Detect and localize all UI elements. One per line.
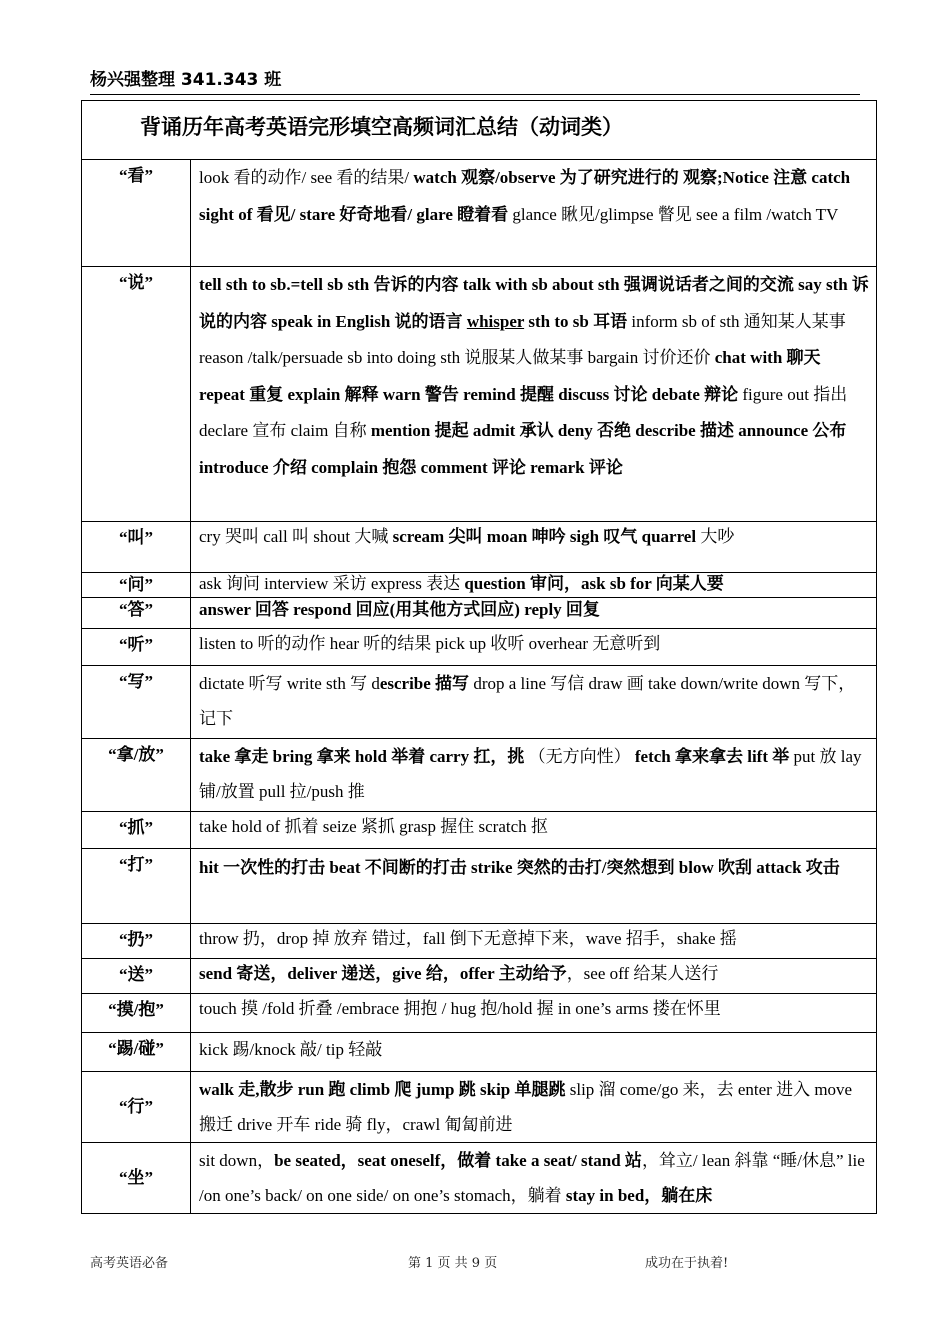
category-cell: “送”	[82, 959, 191, 994]
table-row	[82, 1072, 877, 1143]
content-cell	[191, 959, 877, 994]
content-cell	[191, 1072, 877, 1143]
document-title: 背诵历年高考英语完形填空高频词汇总结（动词类）	[140, 115, 623, 139]
content-cell	[191, 666, 877, 739]
content-segment: take hold of 抓着 seize 紧抓 grasp 握住 scratch 抠	[199, 817, 548, 836]
content-cell	[191, 994, 877, 1033]
table-row	[82, 812, 877, 849]
category-cell: “踢/碰”	[82, 1033, 191, 1072]
page-header: 杨兴强整理 341.343 班	[90, 68, 860, 95]
content-segment: sth to sb 耳语	[524, 311, 628, 331]
table-row	[82, 959, 877, 994]
content-cell	[191, 1143, 877, 1214]
content-cell	[191, 739, 877, 812]
table-row	[82, 924, 877, 959]
content-segment: question 审问，ask sb for 向某人要	[464, 574, 724, 593]
content-cell	[191, 849, 877, 924]
footer-page-number: 第 1 页 共 9 页	[408, 1256, 498, 1271]
content-segment: sit down，	[199, 1151, 275, 1170]
content-segment: stay in bed，躺在床	[565, 1186, 713, 1205]
table-row	[82, 1143, 877, 1214]
content-segment: take 拿走 bring 拿来 hold 举着 carry 扛，挑	[199, 747, 525, 766]
table-row	[82, 849, 877, 924]
category-cell: “打”	[82, 849, 191, 924]
content-segment: escribe 描写	[379, 674, 470, 693]
content-cell	[191, 1033, 877, 1072]
table-row	[82, 666, 877, 739]
content-segment: glance 瞅见/glimpse 瞥见 see a film /watch TV	[508, 204, 839, 224]
category-cell: “摸/抱”	[82, 994, 191, 1033]
category-cell: “听”	[82, 629, 191, 666]
content-cell	[191, 267, 877, 522]
content-cell	[191, 573, 877, 598]
category-cell: “答”	[82, 598, 191, 629]
category-cell: “抓”	[82, 812, 191, 849]
table-row	[82, 629, 877, 666]
table-row	[82, 1033, 877, 1072]
table-row	[82, 160, 877, 267]
content-segment: fetch 拿来拿去 lift 举	[634, 747, 790, 766]
content-segment: listen to 听的动作 hear 听的结果 pick up 收听 overhear 无意听到	[199, 634, 661, 653]
content-segment: throw 扔，drop 掉 放弃 错过，fall 倒下无意掉下来，wave 招手，shake 摇	[199, 929, 737, 948]
content-segment: scream 尖叫 moan 呻吟 sigh 叹气 quarrel	[392, 527, 697, 546]
content-segment: ask 询问 interview 采访 express 表达	[199, 574, 465, 593]
vocabulary-table	[81, 100, 877, 1214]
content-segment: drop a line 写信 draw 画 take down/write down 写下，记下	[199, 674, 856, 728]
content-segment: cry 哭叫 call 叫 shout 大喊	[199, 527, 393, 546]
title-cell	[82, 101, 877, 160]
category-cell: “拿/放”	[82, 739, 191, 812]
category-cell: “扔”	[82, 924, 191, 959]
content-segment: walk 走,散步 run 跑 climb 爬 jump 跳 skip 单腿跳	[199, 1080, 566, 1099]
footer-right: 成功在于执着!	[645, 1256, 729, 1271]
table-row	[82, 739, 877, 812]
title-row	[82, 101, 877, 160]
content-segment: hit 一次性的打击 beat 不间断的打击 strike 突然的击打/突然想到 blow 吹刮 attack 攻击	[199, 858, 840, 877]
content-segment: slip 溜 come/go 来，去 enter 进入 move 搬迁 drive 开车 ride 骑 fly，crawl 匍匐前进	[199, 1080, 853, 1134]
content-segment: be seated，seat oneself，做着 take a seat/ stand 站	[274, 1151, 642, 1170]
content-cell	[191, 598, 877, 629]
footer-left: 高考英语必备	[90, 1256, 169, 1271]
content-segment: inform sb of sth 通知某人某事 reason /talk/persuade sb into doing sth 说服某人做某事 bargain 讨价还价	[199, 311, 846, 367]
content-segment: tell sth to sb.=tell sb sth 告诉的内容 talk with sb about sth 强调说话者之间的交流 say sth 诉说的内容 speak in English 说的语言	[199, 275, 869, 331]
content-segment: look 看的动作/ see 看的结果/	[199, 168, 414, 187]
content-segment: （无方向性）	[524, 747, 635, 766]
content-cell	[191, 522, 877, 573]
content-segment: touch 摸 /fold 折叠 /embrace 拥抱 / hug 抱/hold 握 in one’s arms 搂在怀里	[199, 999, 721, 1018]
content-segment: put 放 lay 铺/放置 pull 拉/push 推	[199, 747, 862, 801]
content-cell	[191, 629, 877, 666]
content-segment: chat with 聊天 repeat 重复 explain 解释 warn 警告 remind 提醒 discuss 讨论 debate 辩论	[199, 348, 821, 404]
category-cell: “叫”	[82, 522, 191, 573]
content-cell	[191, 924, 877, 959]
content-segment: figure out 指出 declare 宣布 claim 自称	[199, 384, 848, 440]
category-cell: “说”	[82, 267, 191, 522]
content-segment: dictate 听写 write sth 写 d	[199, 674, 380, 693]
category-cell: “坐”	[82, 1143, 191, 1214]
content-segment: whisper	[466, 311, 525, 331]
table-row	[82, 598, 877, 629]
category-cell: “问”	[82, 573, 191, 598]
content-segment: kick 踢/knock 敲/ tip 轻敲	[199, 1040, 383, 1059]
content-cell	[191, 812, 877, 849]
content-segment: mention 提起 admit 承认 deny 否绝 describe 描述 announce 公布 introduce 介绍 complain 抱怨 comment 评论 remark 评论	[199, 421, 847, 477]
content-segment: send 寄送，deliver 递送，give 给，offer 主动给予	[199, 964, 567, 983]
table-row	[82, 573, 877, 598]
content-cell	[191, 160, 877, 267]
table-row	[82, 267, 877, 522]
table-row	[82, 522, 877, 573]
content-segment: ，耸立/ lean 斜靠 “睡/休息” lie /on one’s back/ on one side/ on one’s stomach，躺着	[199, 1151, 865, 1205]
content-segment: 大吵	[696, 527, 735, 546]
content-segment: watch 观察/observe 为了研究进行的 观察;Notice 注意 catch sight of 看见/ stare 好奇地看/ glare 瞪着看	[199, 168, 851, 224]
category-cell: “写”	[82, 666, 191, 739]
content-segment: ，see off 给某人送行	[566, 964, 719, 983]
category-cell: “行”	[82, 1072, 191, 1143]
content-segment: answer 回答 respond 回应(用其他方式回应) reply 回复	[199, 600, 600, 619]
category-cell: “看”	[82, 160, 191, 267]
table-row	[82, 994, 877, 1033]
